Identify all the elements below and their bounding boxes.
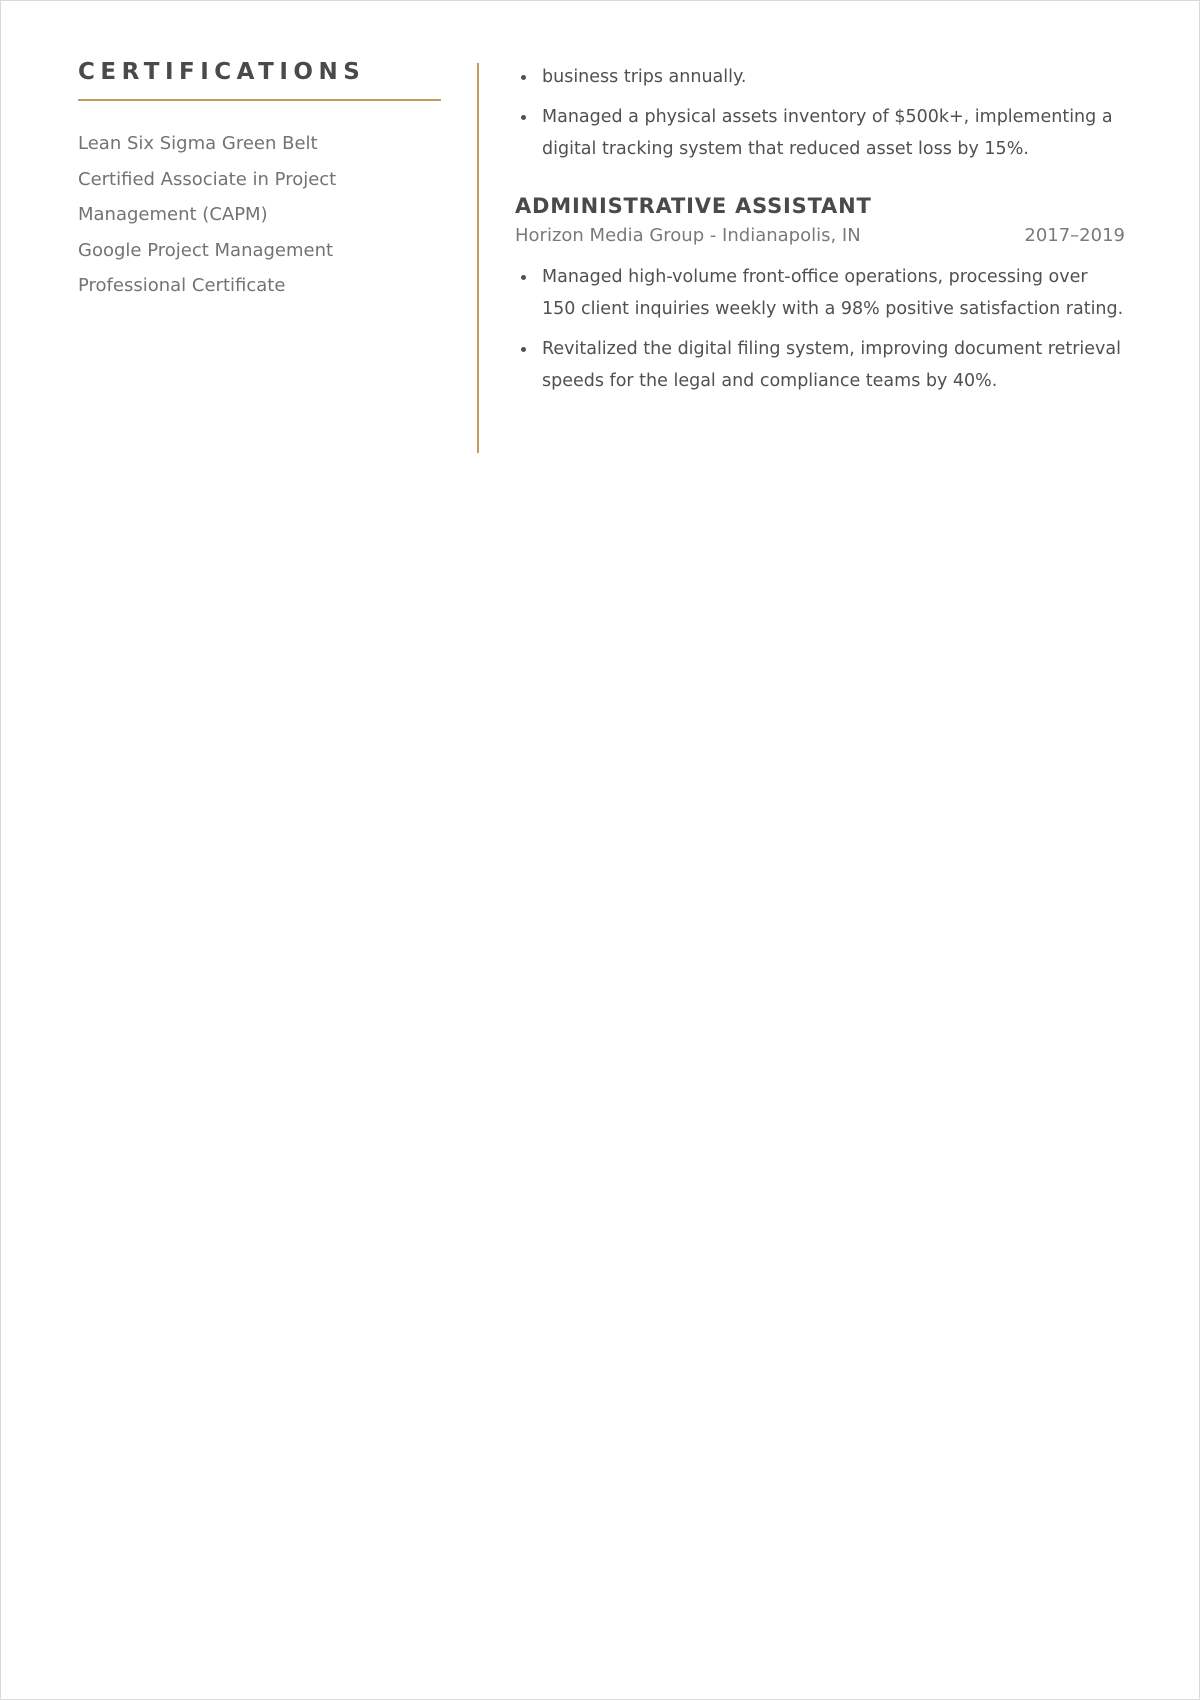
left-column xyxy=(78,57,441,304)
bullet-item xyxy=(515,261,1125,325)
job-company: Horizon Media Group - Indianapolis, IN xyxy=(515,225,861,246)
certification-line: Lean Six Sigma Green Belt xyxy=(78,133,318,154)
bullet-text-line: Revitalized the digital filing system, improving document retrieval xyxy=(542,339,1122,359)
bullet-dot-icon xyxy=(521,347,526,352)
bullet-text-line: business trips annually. xyxy=(542,67,747,87)
job-dates: 2017–2019 xyxy=(1024,225,1125,246)
bullet-text-line: digital tracking system that reduced asset loss by 15%. xyxy=(542,139,1029,159)
previous-job-bullets xyxy=(515,61,1125,165)
bullet-item xyxy=(515,61,1125,93)
job-bullets xyxy=(515,261,1125,397)
certification-line: Management (CAPM) xyxy=(78,204,268,225)
certifications-list xyxy=(78,126,441,304)
bullet-item xyxy=(515,333,1125,397)
certification-line: Certified Associate in Project xyxy=(78,168,337,190)
column-divider xyxy=(477,63,479,453)
bullet-item xyxy=(515,101,1125,165)
bullet-text-line: 150 client inquiries weekly with a 98% positive satisfaction rating. xyxy=(542,299,1124,319)
certifications-heading: CERTIFICATIONS xyxy=(78,59,366,85)
job-title: ADMINISTRATIVE ASSISTANT xyxy=(515,194,872,218)
bullet-dot-icon xyxy=(521,75,526,80)
experience-column xyxy=(515,61,1125,405)
job-meta xyxy=(515,223,1125,249)
certification-line: Google Project Management xyxy=(78,239,334,261)
bullet-text-line: speeds for the legal and compliance teams by 40%. xyxy=(542,371,998,391)
bullet-text-line: Managed a physical assets inventory of $500k+, implementing a xyxy=(542,107,1113,127)
bullet-dot-icon xyxy=(521,275,526,280)
bullet-text-line: Managed high-volume front-office operations, processing over xyxy=(542,267,1088,287)
certification-line: Professional Certificate xyxy=(78,275,286,296)
bullet-dot-icon xyxy=(521,115,526,120)
heading-underline xyxy=(78,99,441,101)
